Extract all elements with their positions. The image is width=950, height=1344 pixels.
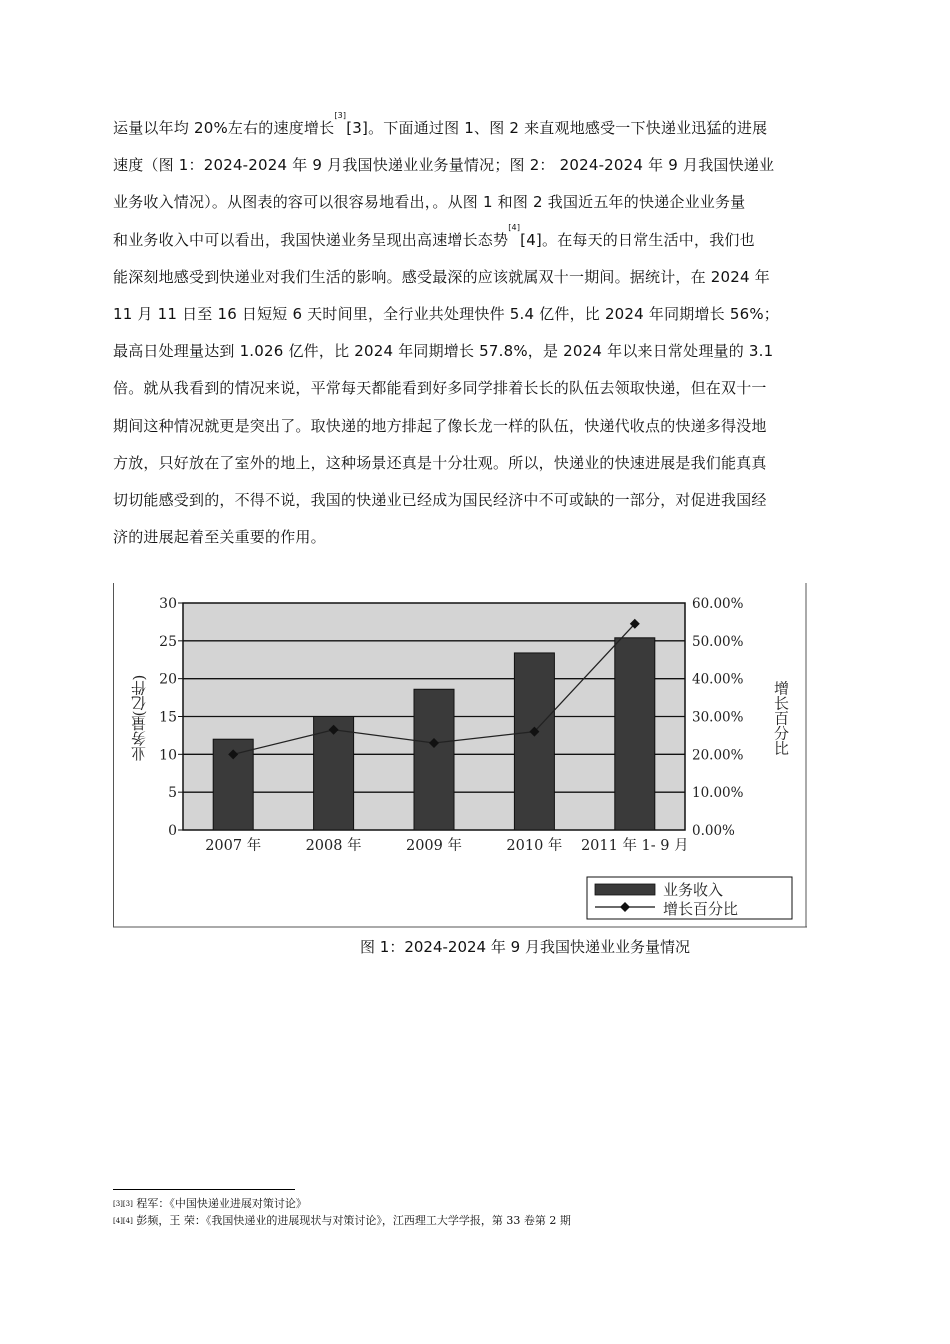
text-line [113, 445, 839, 482]
figure-1 [113, 583, 809, 931]
text-line [113, 408, 839, 445]
x-tick-label: 2009 年 [405, 838, 463, 854]
y-tick-label: 15 [159, 709, 177, 726]
y-tick-label: 5 [168, 785, 177, 802]
footnote-mark: [3][3] [113, 1200, 133, 1208]
y2-axis-label: 增长百分比 [772, 680, 790, 756]
text-run: 业务收入情况）。从图表的容可以很容易地看出，。从图 1 和图 2 我国近五年的快递企业业务量 [113, 193, 746, 212]
citation-superscript: [4] [508, 222, 521, 232]
text-line [113, 333, 839, 370]
citation-superscript: [3] [334, 111, 347, 120]
footnote-text: 程军：《中国快递业进展对策讨论》 [132, 1197, 307, 1210]
figure-caption: 图 1：2024-2024 年 9 月我国快递业业务量情况 [360, 938, 690, 956]
text-line [113, 222, 839, 259]
footnote-rule [113, 1189, 295, 1190]
text-line [113, 184, 839, 221]
legend-bar-swatch [595, 884, 655, 895]
bar [615, 638, 655, 830]
footnotes [113, 1195, 873, 1229]
text-run: [3]。下面通过图 1、图 2 来直观地感受一下快递业迅猛的进展 [346, 119, 768, 137]
text-run: 速度（图 1：2024-2024 年 9 月我国快递业业务量情况；图 2： 2024-2024 年 9 月我国快递业 [113, 156, 775, 175]
y-tick-label: 25 [159, 633, 177, 650]
y2-tick-label: 60.00% [692, 596, 744, 612]
text-run: 和业务收入中可以看出，我国快递业务呈现出高速增长态势 [113, 230, 509, 249]
footnote-4 [113, 1212, 873, 1229]
text-line [113, 296, 839, 333]
legend-label: 业务收入 [663, 881, 724, 899]
y-tick-label: 10 [159, 747, 177, 764]
text-run: 11 月 11 日至 16 日短短 6 天时间里，全行业共处理快件 5.4 亿件，比 2024 年同期增长 56%； [113, 305, 779, 324]
footnote-text: 彭频，王 荣：《我国快递业的进展现状与对策讨论》，江西理工大学学报，第 33 卷第 2 期 [132, 1214, 571, 1227]
y2-tick-label: 20.00% [692, 747, 744, 764]
business-volume-chart [113, 583, 809, 931]
y2-tick-label: 50.00% [692, 633, 744, 650]
text-run: 期间这种情况就更是突出了。取快递的地方排起了像长龙一样的队伍，快递代收点的快递多得没地 [113, 416, 767, 435]
x-tick-label: 2010 年 [506, 838, 563, 854]
text-line [113, 147, 839, 184]
bar [514, 653, 554, 830]
footnote-3 [113, 1195, 873, 1212]
y2-tick-label: 30.00% [692, 709, 744, 726]
text-run: 切切能感受到的，不得不说，我国的快递业已经成为国民经济中不可或缺的一部分，对促进我国经 [113, 491, 767, 510]
text-line [113, 110, 839, 147]
text-line [113, 519, 839, 556]
text-run: 最高日处理量达到 1.026 亿件，比 2024 年同期增长 57.8%，是 2024 年以来日常处理量的 3.1 [113, 342, 774, 361]
x-tick-label: 2008 年 [305, 838, 362, 854]
text-line [113, 482, 839, 519]
text-run: 能深刻地感受到快递业对我们生活的影响。感受最深的应该就属双十一期间。据统计，在 2024 年 [113, 267, 770, 286]
text-run: [4]。在每天的日常生活中，我们也 [520, 230, 755, 249]
y-tick-label: 20 [159, 671, 177, 688]
bar [414, 689, 454, 830]
footnote-mark: [4][4] [113, 1217, 133, 1225]
y-tick-label: 0 [168, 823, 177, 839]
y2-tick-label: 10.00% [692, 785, 744, 802]
legend-label: 增长百分比 [663, 900, 739, 918]
text-run: 济的进展起着至关重要的作用。 [113, 528, 326, 547]
text-line [113, 370, 839, 407]
text-line [113, 259, 839, 296]
text-run: 方放，只好放在了室外的地上，这种场景还真是十分壮观。所以，快递业的快速进展是我们能真真 [113, 453, 767, 472]
text-run: 运量以年均 20%左右的速度增长 [113, 119, 335, 137]
y-tick-label: 30 [159, 596, 177, 612]
body-paragraph [113, 110, 839, 556]
x-tick-label: 2011 年 1- 9 月 [580, 838, 689, 854]
x-tick-label: 2007 年 [205, 838, 262, 854]
text-run: 倍。就从我看到的情况来说，平常每天都能看到好多同学排着长长的队伍去领取快递，但在双十一 [113, 379, 767, 398]
y-axis-label: 业务量(亿件) [130, 674, 148, 762]
y2-tick-label: 0.00% [692, 823, 735, 839]
y2-tick-label: 40.00% [692, 671, 744, 688]
